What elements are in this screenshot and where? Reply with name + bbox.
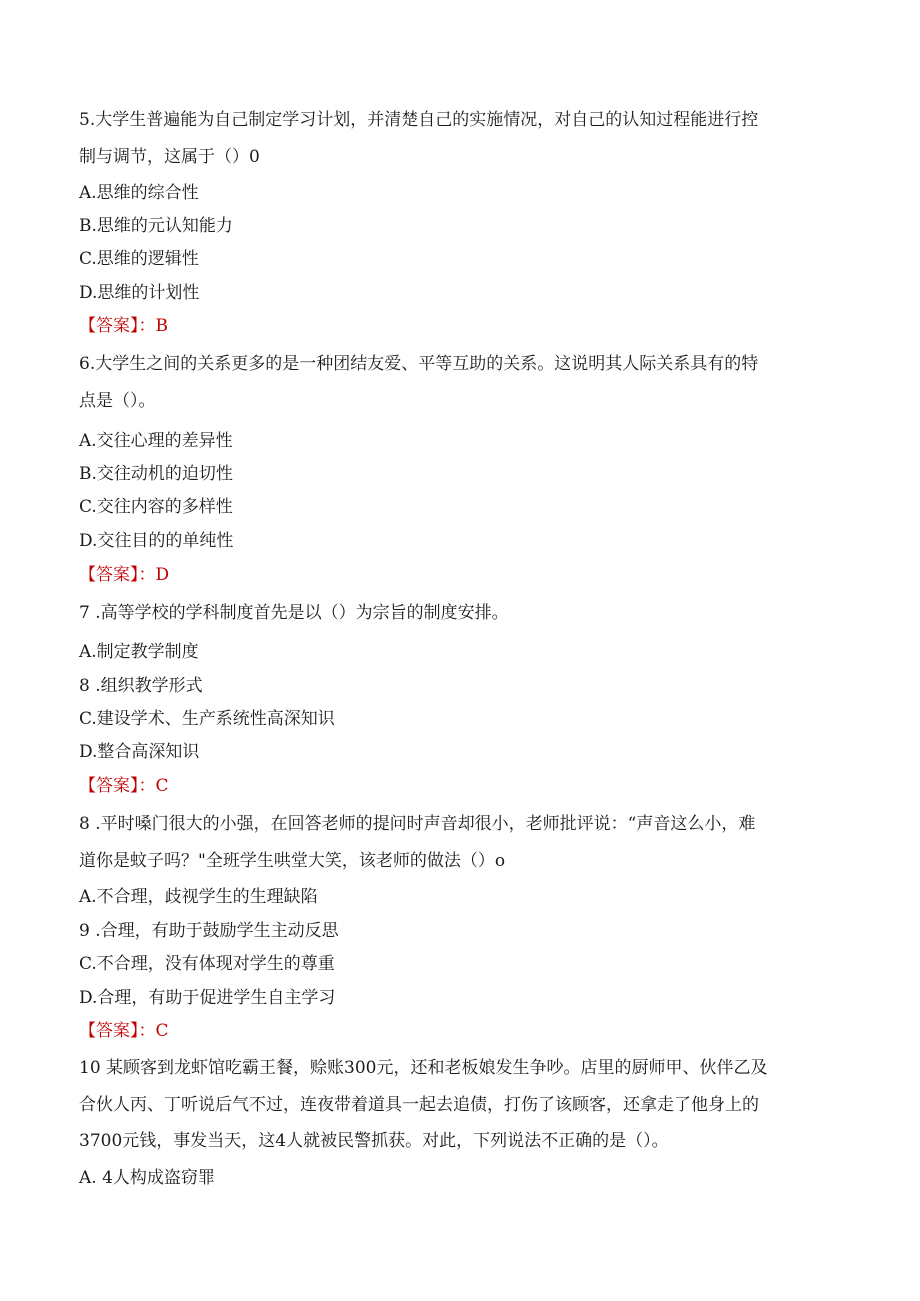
answer-line: 【答案】：C [79,776,169,796]
option-a: A.思维的综合性 [79,183,199,203]
option-b: 8 .组织教学形式 [79,676,203,696]
option-c: C.不合理，没有体现对学生的尊重 [79,954,335,974]
option-c: C.交往内容的多样性 [79,497,233,517]
question-10-line-1: 10 某顾客到龙虾馆吃霸王餐，赊账300元，还和老板娘发生争吵。店里的厨师甲、伙伴乙及 [79,1058,768,1078]
question-8-line-1: 8 .平时嗓门很大的小强，在回答老师的提问时声音却很小，老师批评说：“声音这么小，难 [79,814,756,834]
option-a: A.不合理，歧视学生的生理缺陷 [79,887,318,907]
option-c: C.建设学术、生产系统性高深知识 [79,709,335,729]
question-10-line-3: 3700元钱，事发当天，这4人就被民警抓获。对此，下列说法不正确的是（）。 [79,1131,669,1151]
option-b: B.思维的元认知能力 [79,216,233,236]
option-d: D.交往目的的单纯性 [79,531,234,551]
question-6-line-2: 点是（）。 [79,391,156,411]
answer-line: 【答案】：D [79,565,170,585]
question-7-line-1: 7 .高等学校的学科制度首先是以（）为宗旨的制度安排。 [79,603,509,623]
question-10-line-2: 合伙人丙、丁听说后气不过，连夜带着道具一起去追债，打伤了该顾客，还拿走了他身上的 [79,1095,759,1115]
option-b: 9 .合理，有助于鼓励学生主动反思 [79,921,339,941]
option-b: B.交往动机的迫切性 [79,464,233,484]
option-d: D.整合高深知识 [79,742,200,762]
option-d: D.合理，有助于促进学生自主学习 [79,988,336,1008]
question-6-line-1: 6.大学生之间的关系更多的是一种团结友爱、平等互助的关系。这说明其人际关系具有的特 [79,354,759,374]
option-a: A.交往心理的差异性 [79,431,233,451]
option-a: A. 4人构成盗窃罪 [79,1168,215,1188]
option-d: D.思维的计划性 [79,283,200,303]
question-8-line-2: 道你是蚊子吗？"全班学生哄堂大笑，该老师的做法（）o [79,851,506,871]
option-c: C.思维的逻辑性 [79,249,199,269]
answer-line: 【答案】：B [79,316,168,336]
answer-line: 【答案】：C [79,1021,169,1041]
option-a: A.制定教学制度 [79,642,199,662]
question-5-line-2: 制与调节，这属于（）0 [79,147,260,167]
question-5-line-1: 5.大学生普遍能为自己制定学习计划，并清楚自己的实施情况，对自己的认知过程能进行控 [79,110,759,130]
